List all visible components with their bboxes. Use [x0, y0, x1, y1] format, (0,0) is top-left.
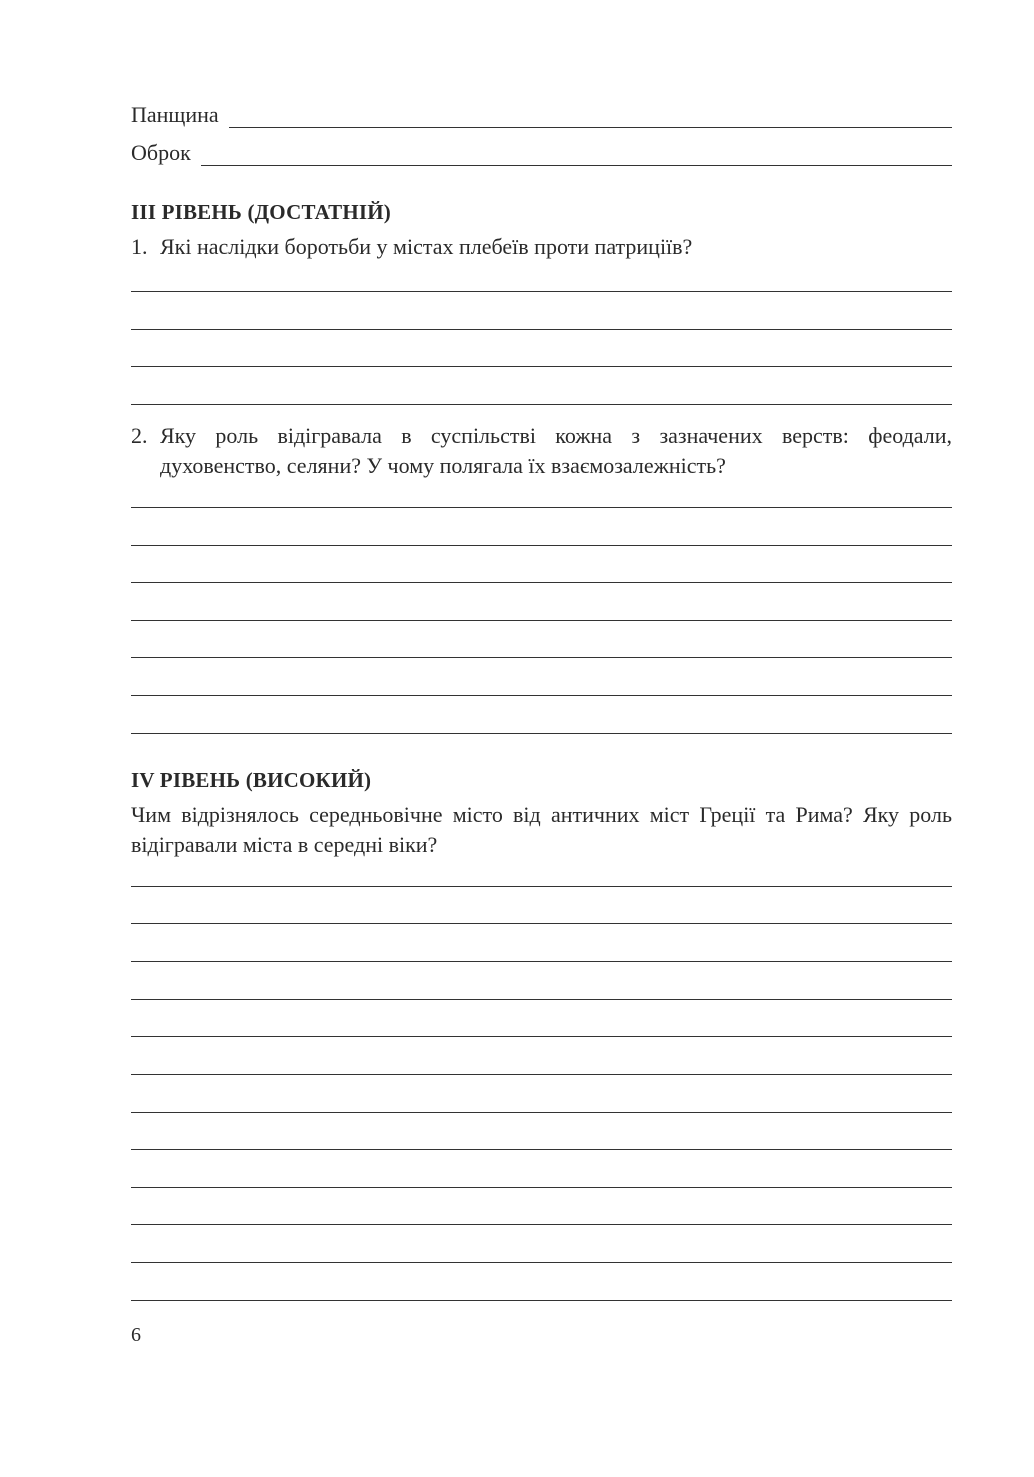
question-text: Які наслідки боротьби у містах плебеїв проти патриціїв?	[160, 234, 693, 259]
question-1	[131, 232, 952, 262]
section-heading-level-3: ІІІ РІВЕНЬ (ДОСТАТНІЙ)	[131, 200, 391, 224]
answer-line[interactable]	[131, 695, 952, 696]
answer-line[interactable]	[131, 886, 952, 887]
answer-line[interactable]	[131, 961, 952, 962]
question-2	[131, 421, 952, 481]
answer-line[interactable]	[131, 923, 952, 924]
answer-line[interactable]	[131, 1187, 952, 1188]
answer-line[interactable]	[131, 1149, 952, 1150]
answer-line[interactable]	[131, 404, 952, 405]
answer-line[interactable]	[131, 1112, 952, 1113]
question-number: 2.	[131, 423, 148, 448]
term-row-obrok	[131, 140, 952, 166]
answer-line[interactable]	[131, 1300, 952, 1301]
term-label: Оброк	[131, 140, 191, 165]
answer-line[interactable]	[131, 657, 952, 658]
page-number: 6	[131, 1324, 141, 1346]
term-row-panshchyna	[131, 102, 952, 128]
section-heading-level-4: ІV РІВЕНЬ (ВИСОКИЙ)	[131, 768, 372, 792]
answer-line[interactable]	[131, 999, 952, 1000]
question-number: 1.	[131, 234, 148, 259]
answer-line[interactable]	[131, 620, 952, 621]
worksheet-page	[131, 0, 952, 1477]
answer-line[interactable]	[131, 366, 952, 367]
answer-line[interactable]	[131, 545, 952, 546]
answer-line[interactable]	[131, 1224, 952, 1225]
answer-line[interactable]	[131, 733, 952, 734]
answer-line[interactable]	[131, 582, 952, 583]
answer-line[interactable]	[131, 1262, 952, 1263]
answer-line[interactable]	[131, 507, 952, 508]
question-text: Яку роль відігравала в суспільстві кожна з зазначених верств: феодали, духовенство, селяни? У чому полягала їх взаємозалежність?	[160, 423, 952, 478]
answer-line[interactable]	[201, 145, 952, 166]
answer-line[interactable]	[229, 107, 952, 128]
term-label: Панщина	[131, 102, 219, 127]
answer-line[interactable]	[131, 1036, 952, 1037]
answer-line[interactable]	[131, 329, 952, 330]
question-level-4: Чим відрізнялось середньовічне місто від античних міст Греції та Рима? Яку роль відігравали міста в середні віки?	[131, 802, 952, 857]
answer-line[interactable]	[131, 1074, 952, 1075]
answer-line[interactable]	[131, 291, 952, 292]
